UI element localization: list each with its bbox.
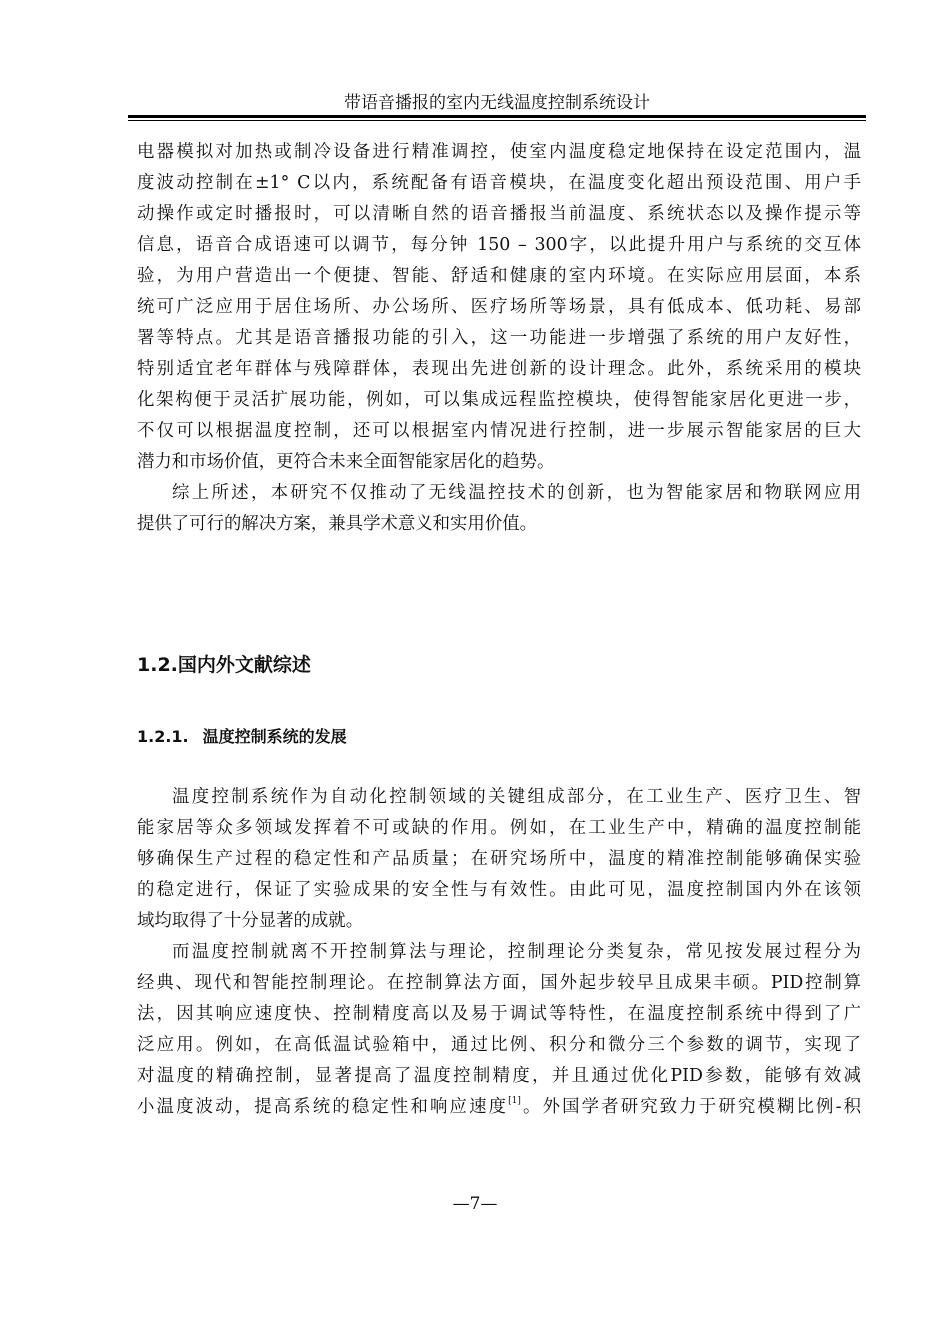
section-1-2-1-body: [137, 782, 861, 1123]
section-number: 1.2.: [137, 654, 178, 676]
text-line: 的稳定进行，保证了实验成果的安全性与有效性。由此可见，温度控制国内外在该领: [137, 880, 861, 900]
paragraph-summary: [137, 478, 861, 540]
section-heading-1-2-1: [137, 726, 347, 748]
running-header: 带语音播报的室内无线温度控制系统设计: [344, 93, 650, 113]
text-line: 特别适宜老年群体与残障群体，表现出先进创新的设计理念。此外，系统采用的模块: [137, 359, 861, 379]
header-rule-thin: [128, 120, 866, 121]
text-line: 署等特点。尤其是语音播报功能的引入，这一功能进一步增强了系统的用户友好性，: [137, 328, 861, 348]
text-line: 而温度控制就离不开控制算法与理论，控制理论分类复杂，常见按发展过程分为: [172, 942, 861, 962]
text-line: 统可广泛应用于居住场所、办公场所、医疗场所等场景，具有低成本、低功耗、易部: [137, 297, 861, 317]
section-heading-1-2: [137, 652, 311, 678]
text-line: 化架构便于灵活扩展功能，例如，可以集成远程监控模块，使得智能家居化更进一步，: [137, 390, 861, 410]
text-line: 不仅可以根据温度控制，还可以根据室内情况进行控制，进一步展示智能家居的巨大: [137, 421, 861, 441]
text-line: 对温度的精确控制，显著提高了温度控制精度，并且通过优化PID参数，能够有效减: [137, 1066, 861, 1086]
text-line: 信息，语音合成语速可以调节，每分钟 150 – 300字，以此提升用户与系统的交互体: [137, 235, 861, 255]
text-line: 温度控制系统作为自动化控制领域的关键组成部分，在工业生产、医疗卫生、智: [172, 787, 861, 807]
section-title: 国内外文献综述: [177, 654, 311, 676]
text-line: 提供了可行的解决方案，兼具学术意义和实用价值。: [137, 514, 537, 534]
text-line: 泛应用。例如，在高低温试验箱中，通过比例、积分和微分三个参数的调节，实现了: [137, 1035, 861, 1055]
text-line: 域均取得了十分显著的成就。: [137, 911, 364, 931]
text-line-with-citation: [137, 1092, 861, 1123]
section-title: 温度控制系统的发展: [202, 727, 347, 746]
header-rule-thick: [128, 115, 866, 118]
text-line: 能家居等众多领域发挥着不可或缺的作用。例如，在工业生产中，精确的温度控制能: [137, 818, 861, 838]
text-line: 动操作或定时播报时，可以清晰自然的语音播报当前温度、系统状态以及操作提示等: [137, 204, 861, 224]
intro-paragraphs: [137, 137, 861, 540]
text-line: 法，因其响应速度快、控制精度高以及易于调试等特性，在温度控制系统中得到了广: [137, 1004, 861, 1024]
section-number: 1.2.1.: [137, 727, 189, 746]
text-line: 度波动控制在±1° C以内，系统配备有语音模块，在温度变化超出预设范围、用户手: [137, 173, 861, 193]
text-line: 潜力和市场价值，更符合未来全面智能家居化的趋势。: [137, 452, 555, 472]
text-line: 经典、现代和智能控制理论。在控制算法方面，国外起步较早且成果丰硕。PID控制算: [137, 973, 861, 993]
text-line: 验，为用户营造出一个便捷、智能、舒适和健康的室内环境。在实际应用层面，本系: [137, 266, 861, 286]
paragraph-control-algorithms: [137, 937, 861, 1123]
citation-reference-1[interactable]: [1]: [508, 1096, 521, 1107]
paragraph-temperature-control-overview: [137, 782, 861, 937]
text-line: 综上所述，本研究不仅推动了无线温控技术的创新，也为智能家居和物联网应用: [172, 483, 861, 503]
text-line: 够确保生产过程的稳定性和产品质量；在研究场所中，温度的精准控制能够确保实验: [137, 849, 861, 869]
text-segment: 。外国学者研究致力于研究模糊比例-积: [520, 1097, 861, 1117]
page-number: —7—: [452, 1194, 498, 1214]
paragraph-continuation: [137, 137, 861, 478]
text-segment: 小温度波动，提高系统的稳定性和响应速度: [137, 1097, 509, 1117]
text-line: 电器模拟对加热或制冷设备进行精准调控，使室内温度稳定地保持在设定范围内，温: [137, 142, 861, 162]
